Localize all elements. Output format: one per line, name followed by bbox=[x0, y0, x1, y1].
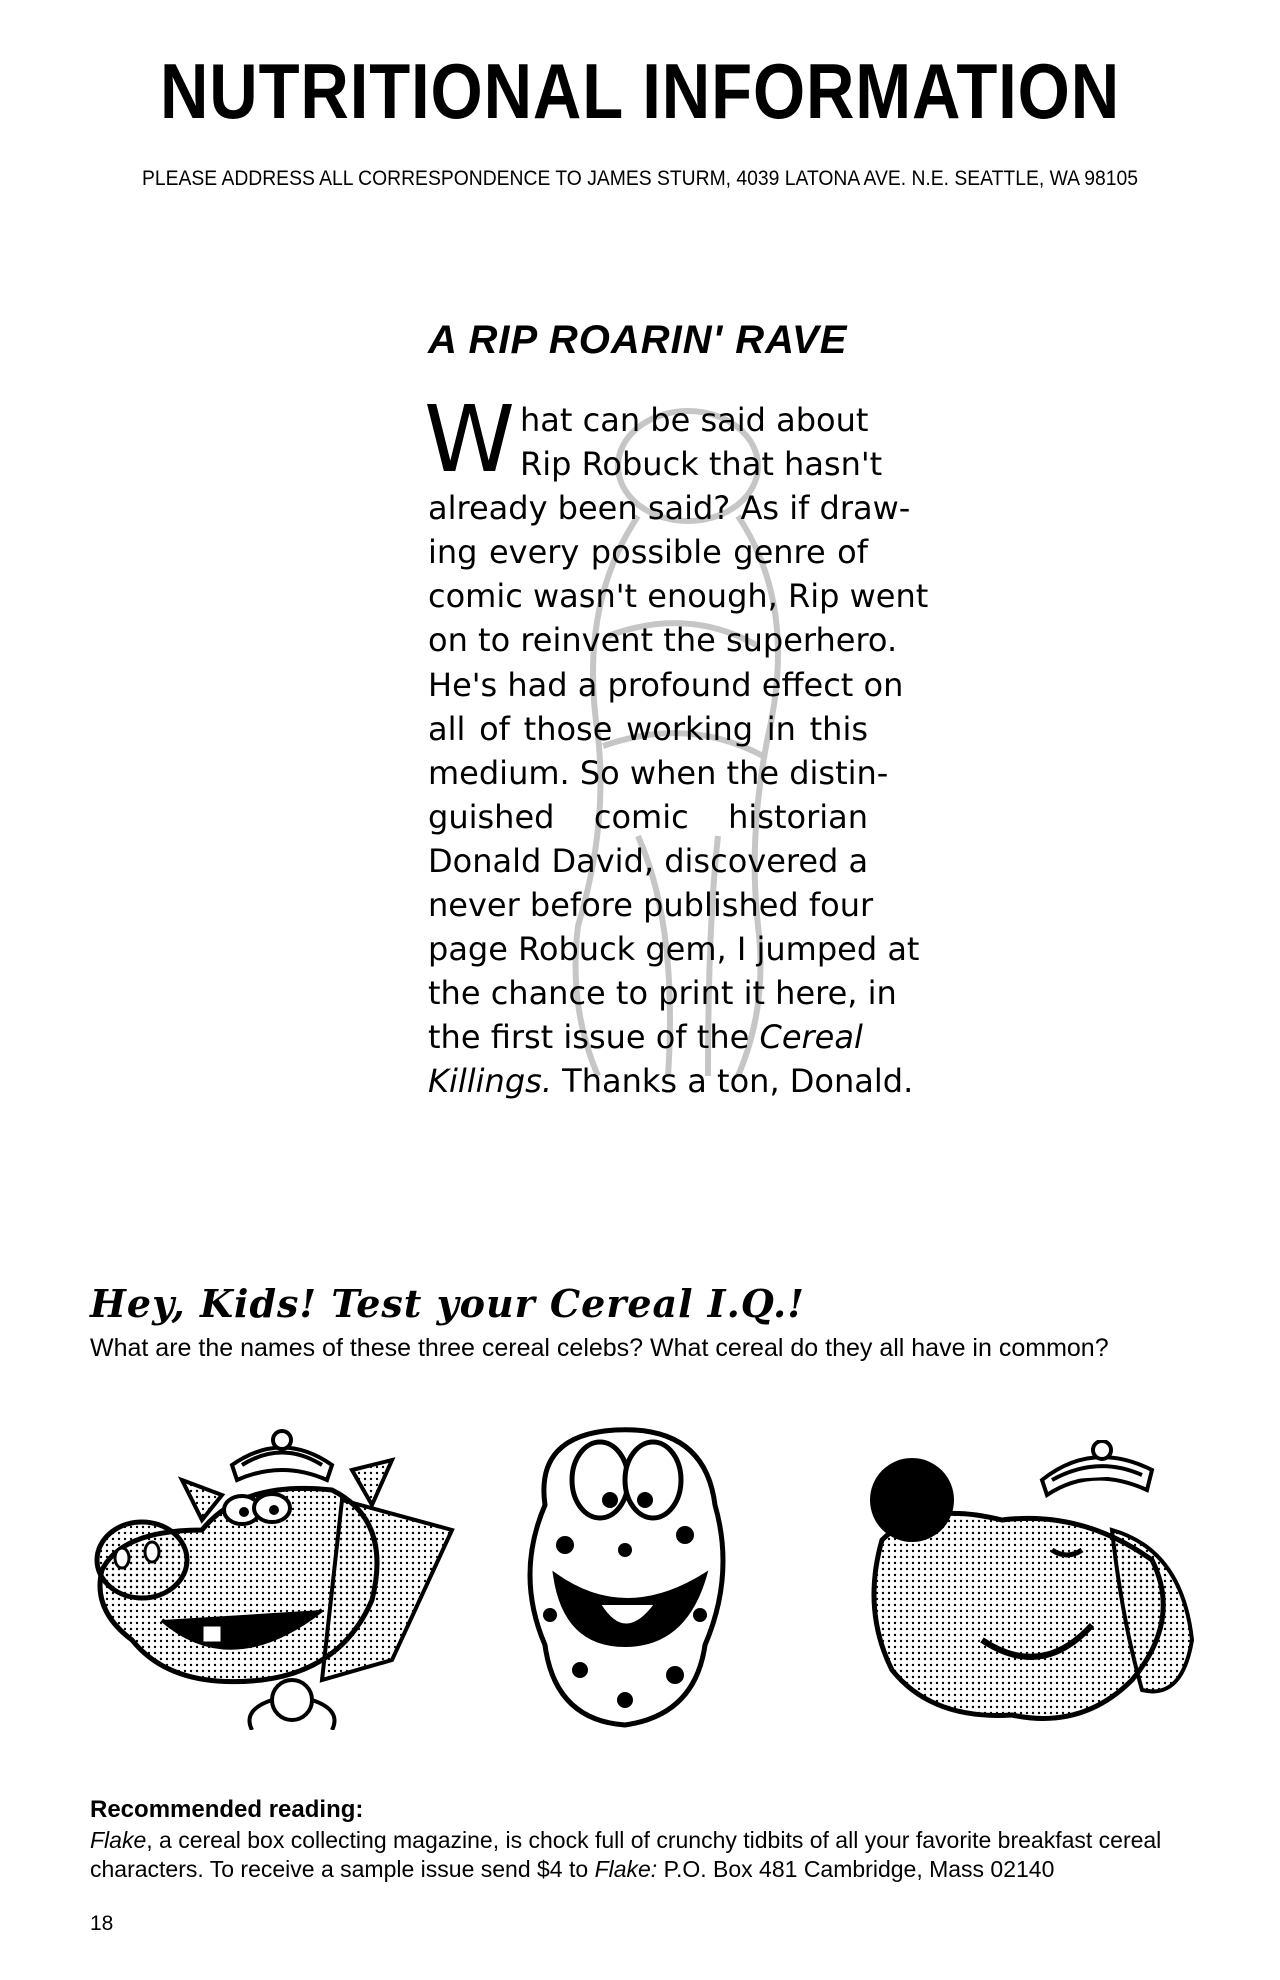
body-line: the chance to print it here, in bbox=[428, 974, 897, 1013]
body-line-text: the first issue of the bbox=[428, 1018, 750, 1057]
spotted-monster-illustration bbox=[505, 1415, 745, 1735]
body-line: never before published four bbox=[428, 886, 874, 925]
body-line: page Robuck gem, I jumped at bbox=[428, 930, 920, 969]
article-body bbox=[424, 386, 929, 1104]
page-number: 18 bbox=[90, 1912, 114, 1935]
publication-title-cont: Killings. bbox=[428, 1062, 552, 1101]
magazine-title-address: Flake: bbox=[594, 1856, 658, 1882]
body-line: ing every possible genre of bbox=[428, 533, 868, 572]
recommended-text-part: , a cereal box collecting magazine, is chock full of crunchy tidbits of all your favorite breakfast cereal characters. To receive a sample issue send $4 to bbox=[90, 1827, 1162, 1882]
publication-title: Cereal bbox=[759, 1018, 863, 1057]
recommended-reading-text bbox=[90, 1826, 1200, 1884]
body-line: already been said? As if draw- bbox=[428, 489, 911, 528]
mailing-address: P.O. Box 481 Cambridge, Mass 02140 bbox=[657, 1856, 1055, 1882]
body-line: hat can be said about bbox=[520, 401, 869, 439]
correspondence-address: PLEASE ADDRESS ALL CORRESPONDENCE TO JAMES STURM, 4039 LATONA AVE. N.E. SEATTLE, WA 98105 bbox=[141, 167, 1139, 190]
body-line: guished comic historian bbox=[428, 797, 868, 836]
body-line: comic wasn't enough, Rip went bbox=[428, 577, 929, 616]
article-title: A RIP ROARIN' RAVE bbox=[428, 318, 848, 362]
magazine-title: Flake bbox=[90, 1827, 147, 1853]
body-line bbox=[428, 1015, 868, 1059]
dog-sailor-illustration bbox=[862, 1440, 1207, 1740]
page-title: NUTRITIONAL INFORMATION bbox=[159, 47, 1121, 135]
quiz-question: What are the names of these three cereal celebs? What cereal do they all have in common? bbox=[90, 1334, 1109, 1362]
body-line: Donald David, discovered a bbox=[428, 841, 869, 880]
body-line: medium. So when the distin- bbox=[428, 753, 889, 792]
body-line bbox=[428, 1059, 914, 1103]
body-line: Rip Robuck that hasn't bbox=[520, 445, 883, 484]
body-line: all of those working in this bbox=[428, 709, 868, 748]
drop-cap: W bbox=[424, 386, 515, 493]
hippo-sailor-illustration bbox=[92, 1410, 462, 1730]
body-line: He's had a profound effect on bbox=[428, 665, 904, 704]
body-line: on to reinvent the superhero. bbox=[428, 621, 898, 660]
recommended-reading-heading: Recommended reading: bbox=[90, 1796, 364, 1823]
quiz-heading: Hey, Kids! Test your Cereal I.Q.! bbox=[90, 1281, 805, 1326]
closing-thanks: Thanks a ton, Donald. bbox=[562, 1062, 914, 1101]
